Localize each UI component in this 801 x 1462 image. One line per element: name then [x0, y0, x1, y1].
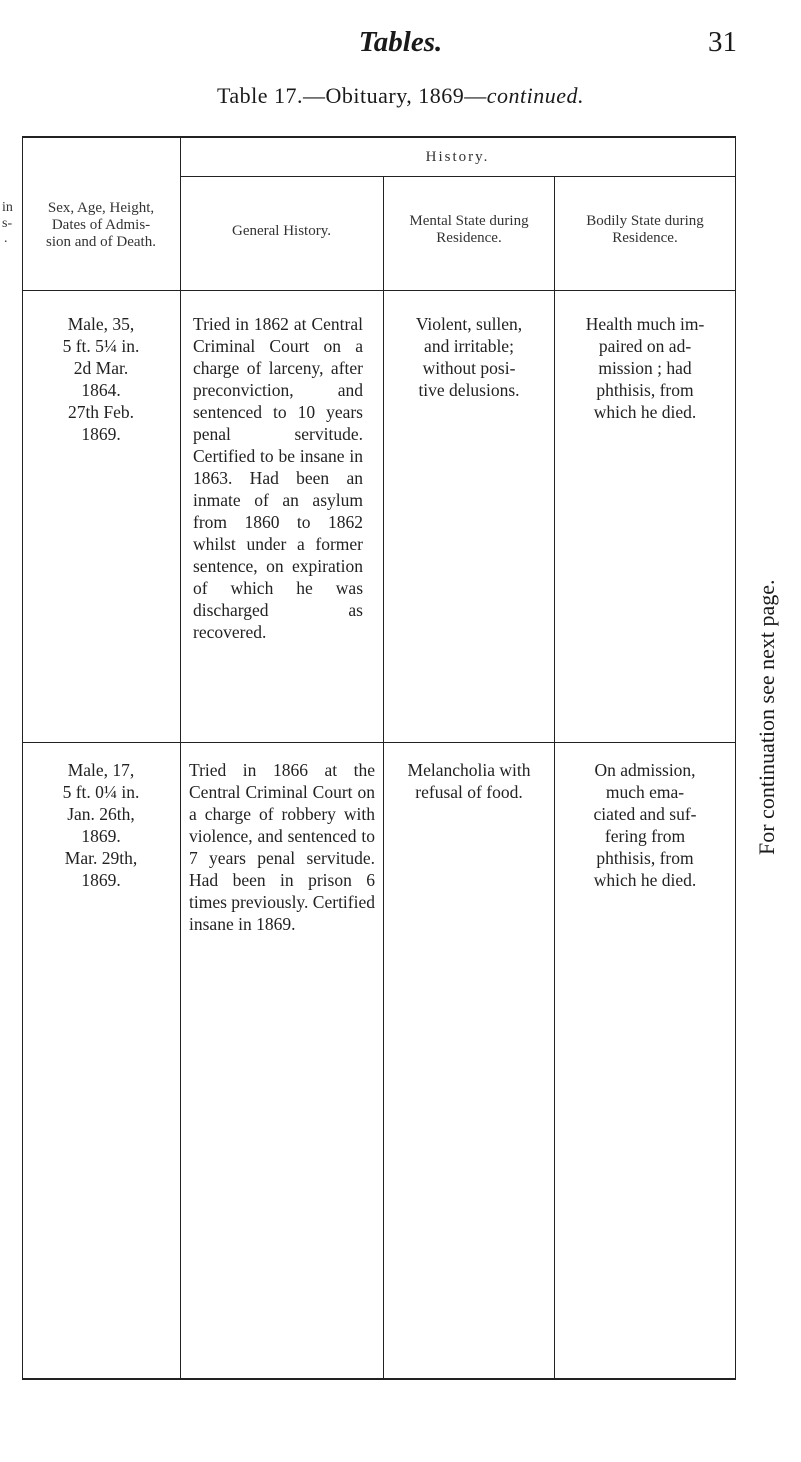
- table-right-rule: [735, 136, 736, 1380]
- history-header: History.: [425, 149, 490, 165]
- cell-line: Violent, sullen,: [415, 314, 523, 334]
- cell-line: and irritable;: [424, 336, 514, 356]
- cell-line: tive delusions.: [418, 380, 520, 400]
- sex-age-header: [24, 200, 178, 251]
- column-rule: [554, 176, 555, 1380]
- cell-line: 1869.: [81, 424, 121, 444]
- row-2-sex-age: [24, 759, 178, 891]
- header-line: sion and of Death.: [46, 234, 156, 250]
- header-line: Dates of Admis-: [51, 217, 151, 233]
- table-left-rule: [22, 136, 23, 1380]
- page-number: 31: [708, 26, 737, 58]
- row-2-mental-state: [385, 759, 553, 803]
- cell-line: Male, 35,: [67, 314, 135, 334]
- margin-fragment: in: [2, 200, 13, 215]
- cell-line: Health much im-: [585, 314, 705, 334]
- row-1-general-history: Tried in 1862 at Central Criminal Court on a charge of larceny, after preconviction, and sentenced to 10 years penal servitude. Certified to be insane in 1863. Had been an inmate of an asylum from 1860 to 1862 whilst under a former sentence, on expiration of which he was discharged as recovered.: [193, 314, 363, 642]
- cell-line: 5 ft. 0¼ in.: [62, 782, 140, 802]
- cell-line: 2d Mar.: [73, 358, 129, 378]
- margin-fragment: .: [4, 231, 8, 246]
- header-line: Mental State during: [409, 213, 529, 229]
- cell-line: 1864.: [81, 380, 121, 400]
- cell-line: ciated and suf-: [593, 804, 697, 824]
- header-line: Bodily State during: [586, 213, 704, 229]
- header-bottom-rule: [22, 290, 736, 291]
- bodily-state-header: [556, 213, 734, 247]
- row-1-sex-age: [24, 313, 178, 445]
- cell-line: 1869.: [81, 870, 121, 890]
- table-top-rule: [22, 136, 736, 138]
- row-2-general-history: Tried in 1866 at the Central Criminal Court on a charge of robbery with violence, and sentenced to 7 years penal servitude. Had been in prison 6 times previously. Certified insane in 1869.: [189, 760, 375, 934]
- table-title-continued: continued.: [486, 83, 585, 108]
- row-divider-rule: [22, 742, 736, 743]
- margin-fragment: s-: [2, 216, 13, 231]
- row-2-bodily-state: [556, 759, 734, 891]
- header-line: Residence.: [612, 230, 678, 246]
- cell-line: 27th Feb.: [67, 402, 135, 422]
- cell-line: Male, 17,: [67, 760, 135, 780]
- cell-line: 1869.: [81, 826, 121, 846]
- table-title-main: Table 17.—Obituary, 1869—: [216, 83, 487, 108]
- cell-line: Jan. 26th,: [67, 804, 135, 824]
- cell-line: mission ; had: [598, 358, 692, 378]
- cell-line: much ema-: [605, 782, 685, 802]
- header-line: Sex, Age, Height,: [47, 200, 155, 216]
- general-history-header: General History.: [232, 223, 331, 239]
- mental-state-header: [385, 213, 553, 247]
- row-1-bodily-state: [556, 313, 734, 423]
- cell-line: Melancholia with: [407, 760, 531, 780]
- cell-line: phthisis, from: [596, 380, 694, 400]
- running-title: Tables.: [358, 26, 443, 58]
- history-rule: [180, 176, 736, 177]
- cell-line: fering from: [604, 826, 686, 846]
- column-rule: [180, 136, 181, 1380]
- table-title: [0, 83, 801, 109]
- cell-line: phthisis, from: [596, 848, 694, 868]
- cell-line: Mar. 29th,: [64, 848, 138, 868]
- row-1-mental-state: [385, 313, 553, 401]
- cell-line: paired on ad-: [598, 336, 692, 356]
- cell-line: On admission,: [594, 760, 696, 780]
- header-line: Residence.: [436, 230, 502, 246]
- cell-line: without posi-: [422, 358, 516, 378]
- cell-line: which he died.: [593, 870, 697, 890]
- column-rule: [383, 176, 384, 1380]
- table-bottom-rule: [22, 1378, 736, 1380]
- cell-line: which he died.: [593, 402, 697, 422]
- cell-line: refusal of food.: [415, 782, 523, 802]
- cell-line: 5 ft. 5¼ in.: [62, 336, 140, 356]
- continuation-note: For continuation see next page.: [754, 579, 779, 855]
